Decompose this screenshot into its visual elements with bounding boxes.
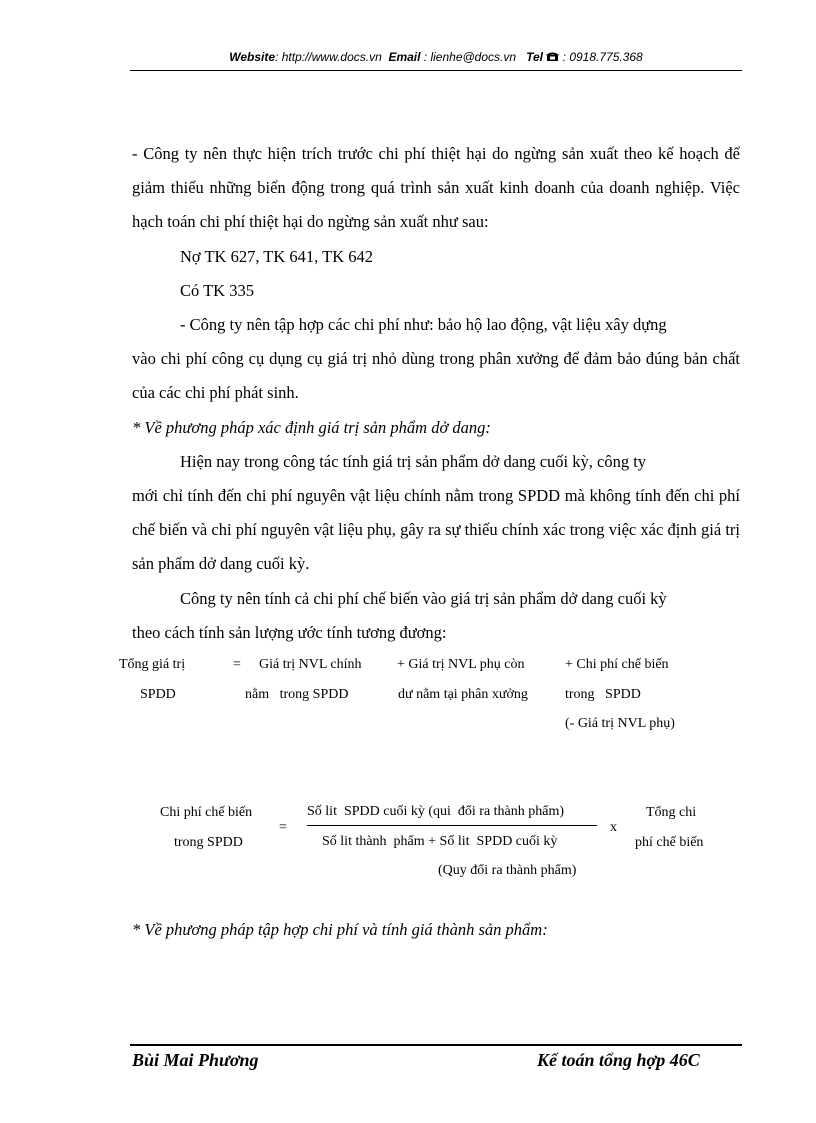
paragraph-proposal-rest: theo cách tính sản lượng ước tính tương đương: — [132, 623, 447, 642]
email-link[interactable]: : lienhe@docs.vn — [420, 50, 517, 64]
page-header — [130, 50, 742, 64]
website-link[interactable]: : http://www.docs.vn — [275, 50, 382, 64]
heading-cost-method: * Về phương pháp tập hợp chi phí và tính giá thành sản phẩm: — [132, 920, 548, 939]
entry-credit: Có TK 335 — [180, 281, 254, 300]
formula2-denominator: Số lit thành phẩm + Số lit SPDD cuối kỳ — [322, 834, 558, 849]
formula2-lhs-line2: trong SPDD — [174, 835, 243, 850]
entry-debit: Nợ TK 627, TK 641, TK 642 — [180, 247, 373, 266]
formula1-term3-line1: + Chi phí chế biến — [565, 657, 669, 672]
formula2-rhs-line2: phí chế biến — [635, 835, 704, 850]
paragraph-tools-rest: vào chi phí công cụ dụng cụ giá trị nhỏ dùng trong phân xưởng để đảm bảo đúng bản chất của các chi phí phát sinh. — [132, 349, 740, 402]
formula1-term1-line1: Giá trị NVL chính — [259, 657, 362, 672]
header-divider — [130, 70, 742, 71]
email-label: Email — [388, 50, 421, 64]
footer-divider — [130, 1044, 742, 1046]
paragraph-current-rest: mới chỉ tính đến chi phí nguyên vật liệu chính nằm trong SPDD mà không tính đến chi phí chế biến và chi phí nguyên vật liệu phụ, gây ra sự thiếu chính xác trong việc xác định giá trị sản phẩm dở dang cuối kỳ. — [132, 486, 740, 573]
paragraph-tools-first: - Công ty nên tập hợp các chi phí như: bảo hộ lao động, vật liệu xây dựng — [180, 315, 667, 334]
tel-label: Tel — [526, 50, 543, 64]
formula1-term1-line2: nằm trong SPDD — [245, 687, 349, 702]
footer-author: Bùi Mai Phương — [132, 1050, 259, 1070]
formula2-numerator: Số lit SPDD cuối kỳ (qui đổi ra thành phẩm) — [307, 804, 565, 819]
formula2-rhs-line1: Tổng chi — [646, 805, 697, 820]
tel-value: : 0918.775.368 — [562, 50, 643, 64]
paragraph-current-first: Hiện nay trong công tác tính giá trị sản phẩm dở dang cuối kỳ, công ty — [180, 452, 647, 471]
paragraph-accrual: - Công ty nên thực hiện trích trước chi phí thiệt hại do ngừng sản xuất theo kế hoạch để giảm thiểu những biến động trong quá trình sản xuất kinh doanh của doanh nghiệp. Việc hạch toán chi phí thiệt hại do ngừng sản xuất như sau: — [132, 144, 740, 231]
formula1-equals: = — [233, 657, 241, 672]
formula1-term2-line1: + Giá trị NVL phụ còn — [397, 657, 525, 672]
formula1-term3-line2: trong SPDD — [565, 687, 641, 702]
formula2-equals: = — [279, 820, 287, 835]
formula2-times: x — [610, 820, 617, 835]
formula1-lhs-line1: Tổng giá trị — [119, 657, 186, 672]
formula2-denominator-note: (Quy đổi ra thành phẩm) — [438, 863, 577, 878]
fraction-bar — [307, 825, 597, 826]
formula1-term3-line3: (- Giá trị NVL phụ) — [565, 716, 675, 731]
heading-wip-method: * Về phương pháp xác định giá trị sản phẩm dở dang: — [132, 418, 491, 437]
formula1-lhs-line2: SPDD — [140, 687, 176, 702]
footer-class: Kế toán tổng hợp 46C — [537, 1050, 700, 1070]
phone-icon — [546, 50, 562, 64]
formula1-term2-line2: dư nằm tại phân xưởng — [398, 687, 528, 702]
website-label: Website — [229, 50, 276, 64]
formula2-lhs-line1: Chi phí chế biến — [160, 805, 253, 820]
paragraph-proposal-first: Công ty nên tính cả chi phí chế biến vào giá trị sản phẩm dở dang cuối kỳ — [180, 589, 667, 608]
